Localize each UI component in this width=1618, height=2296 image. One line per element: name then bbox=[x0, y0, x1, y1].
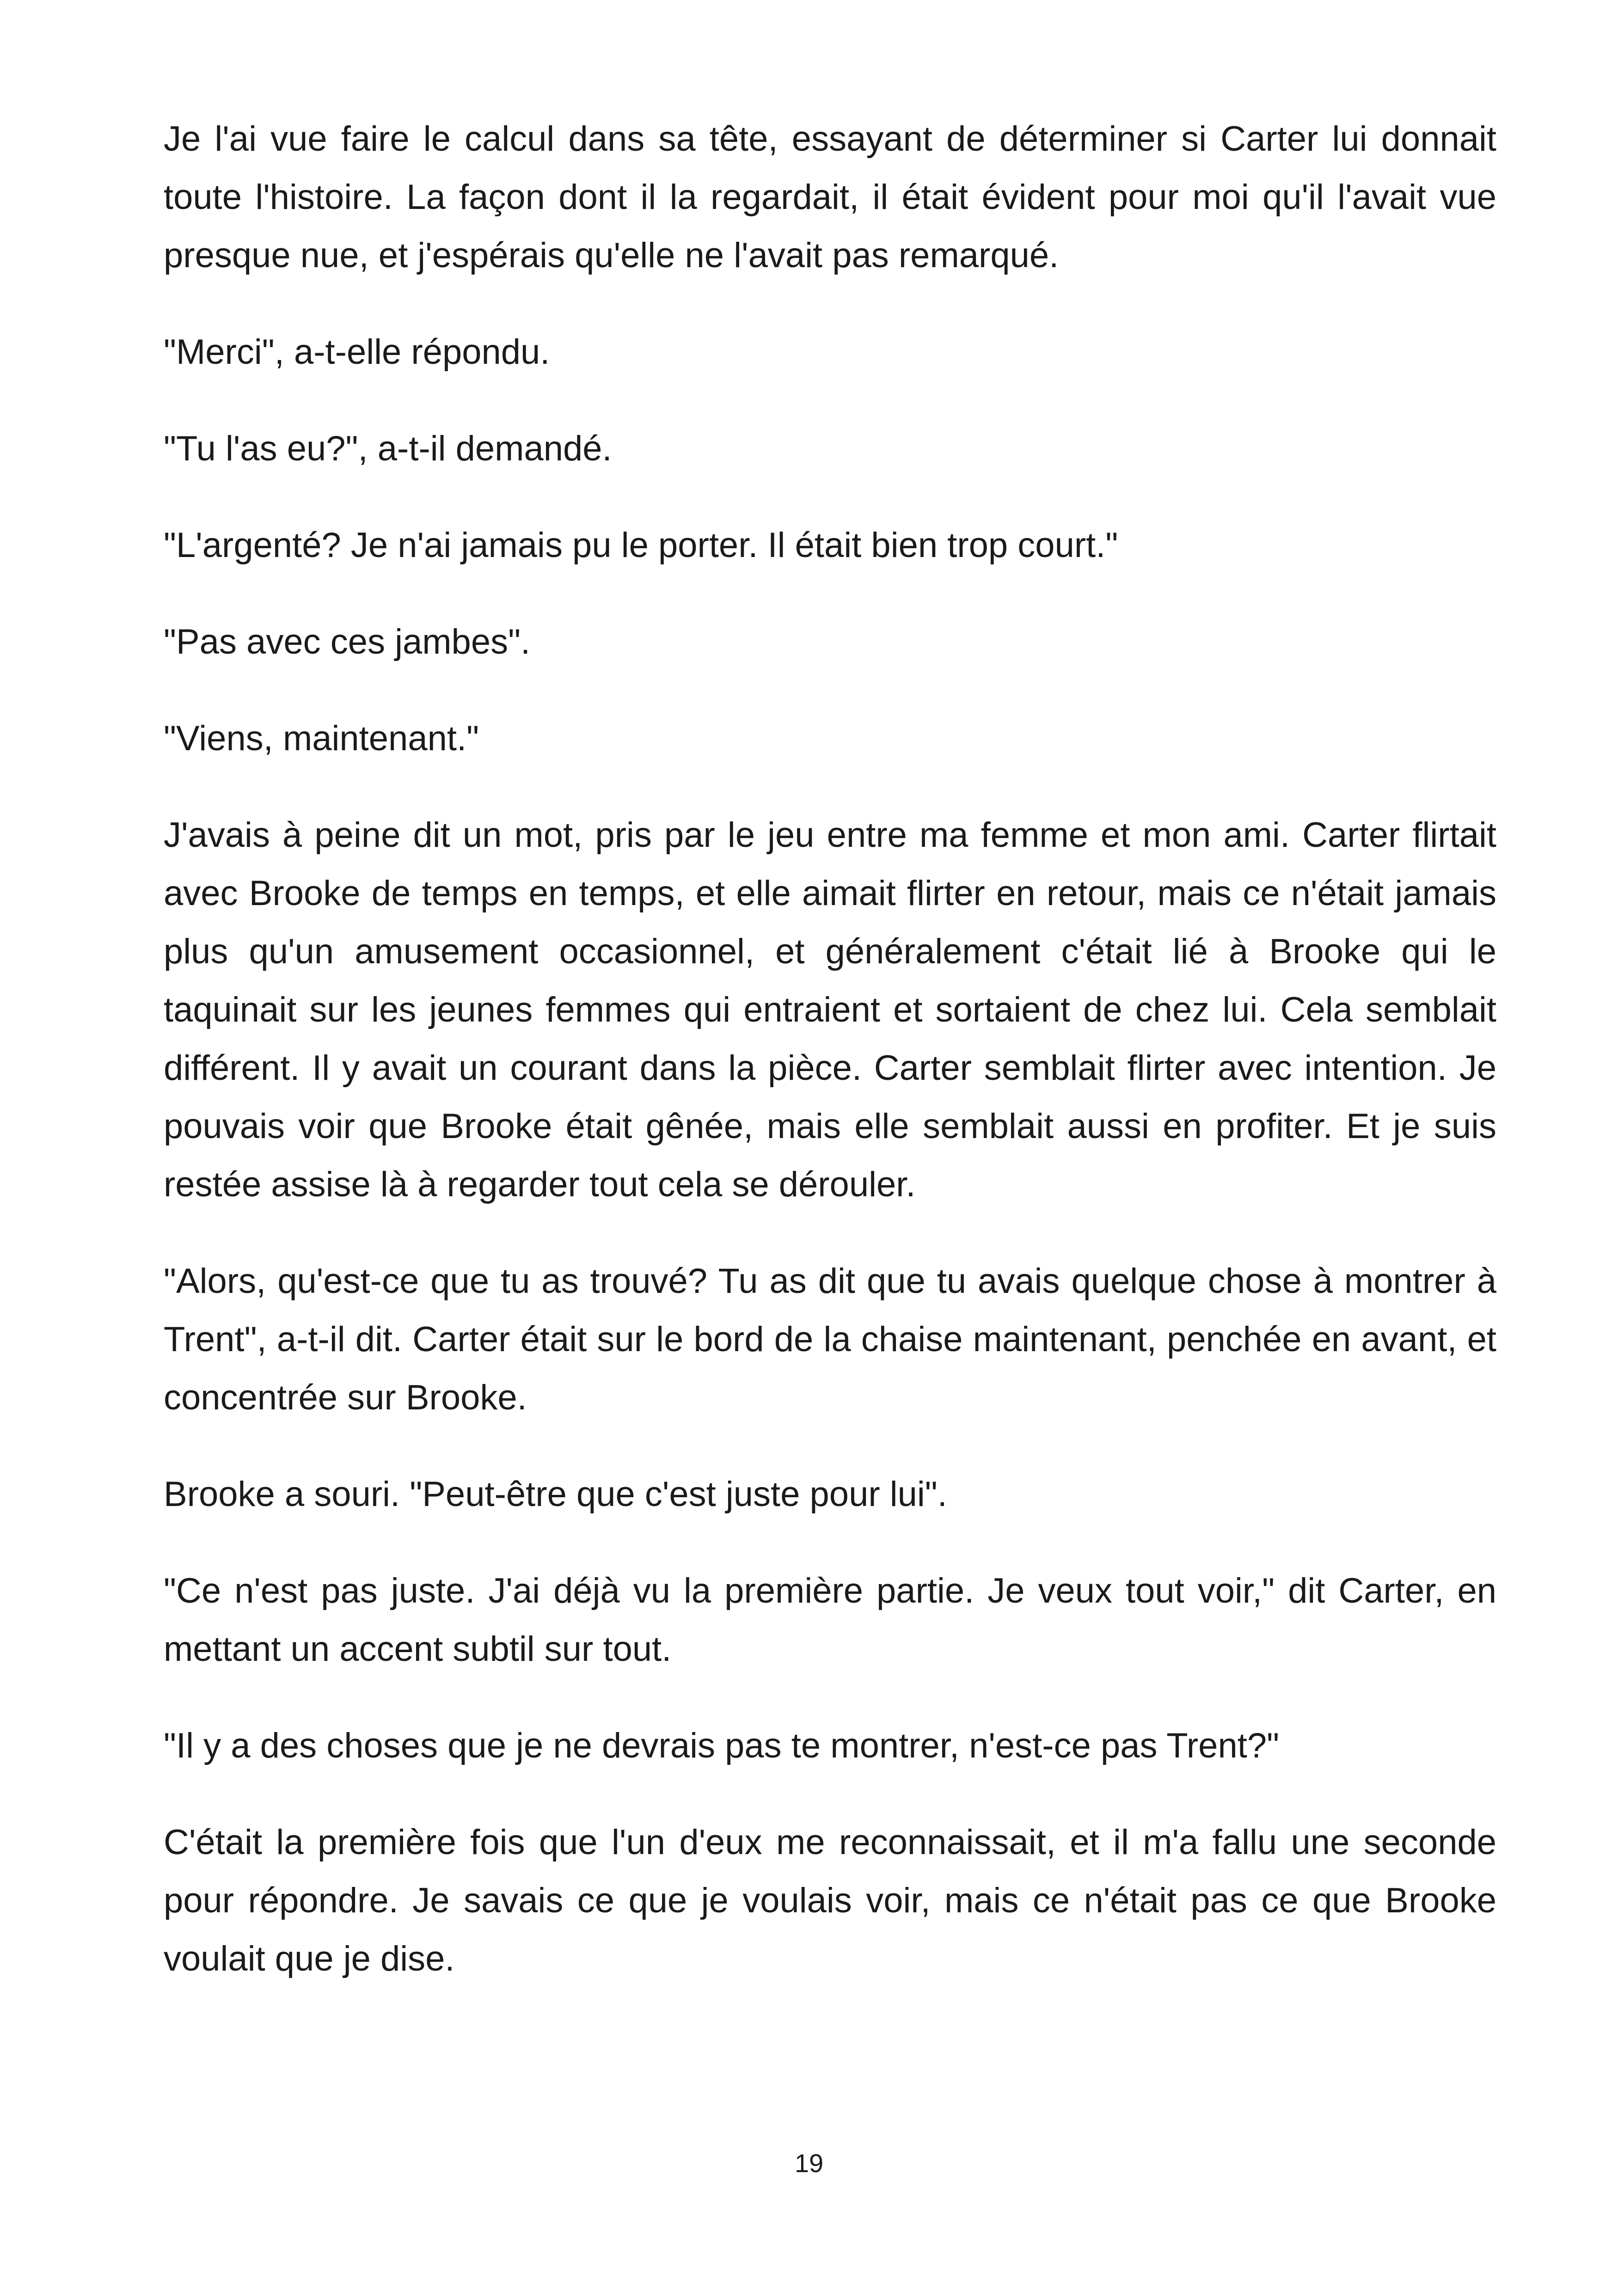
paragraph: "Merci", a-t-elle répondu. bbox=[164, 332, 550, 372]
body-text bbox=[164, 110, 1496, 2027]
page-number: 19 bbox=[794, 2149, 824, 2178]
paragraph: C'était la première fois que l'un d'eux me reconnaissait, et il m'a fallu une seconde pour répondre. Je savais ce que je voulais voir, mais ce n'était pas ce que Brooke voulait que je dise. bbox=[164, 1823, 1496, 1978]
paragraph: J'avais à peine dit un mot, pris par le jeu entre ma femme et mon ami. Carter flirtait avec Brooke de temps en temps, et elle aimait flirter en retour, mais ce n'était jamais plus qu'un amusement occasionnel, et généralement c'était lié à Brooke qui le taquinait sur les jeunes femmes qui entraient et sortaient de chez lui. Cela semblait différent. Il y avait un courant dans la pièce. Carter semblait flirter avec intention. Je pouvais voir que Brooke était gênée, mais elle semblait aussi en profiter. Et je suis restée assise là à regarder tout cela se dérouler. bbox=[164, 815, 1496, 1204]
paragraph: Je l'ai vue faire le calcul dans sa tête, essayant de déterminer si Carter lui donnait toute l'histoire. La façon dont il la regardait, il était évident pour moi qu'il l'avait vue presque nue, et j'espérais qu'elle ne l'avait pas remarqué. bbox=[164, 119, 1496, 275]
paragraph: "Pas avec ces jambes". bbox=[164, 622, 531, 661]
paragraph: "Viens, maintenant." bbox=[164, 719, 479, 758]
paragraph: "Il y a des choses que je ne devrais pas te montrer, n'est-ce pas Trent?" bbox=[164, 1726, 1280, 1765]
paragraph: "Ce n'est pas juste. J'ai déjà vu la première partie. Je veux tout voir," dit Carter, en mettant un accent subtil sur tout. bbox=[164, 1571, 1496, 1669]
paragraph: "L'argenté? Je n'ai jamais pu le porter. Il était bien trop court." bbox=[164, 526, 1118, 565]
paragraph: "Tu l'as eu?", a-t-il demandé. bbox=[164, 429, 612, 468]
paragraph: "Alors, qu'est-ce que tu as trouvé? Tu as dit que tu avais quelque chose à montrer à Trent", a-t-il dit. Carter était sur le bord de la chaise maintenant, penchée en avant, et concentrée sur Brooke. bbox=[164, 1261, 1496, 1417]
paragraph: Brooke a souri. "Peut-être que c'est juste pour lui". bbox=[164, 1475, 947, 1514]
